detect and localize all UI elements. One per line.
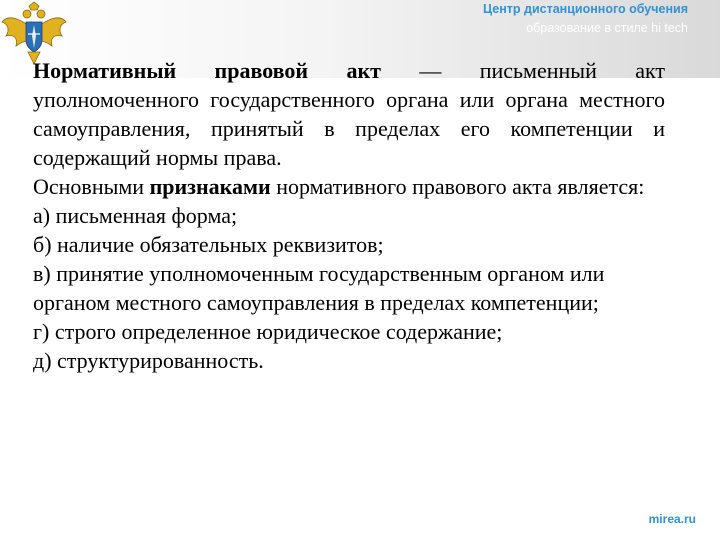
feature-item-a: а) письменная форма; [33,203,238,228]
definition-term: Нормативный правовой акт [33,58,381,83]
feature-item-d: д) структурированность. [33,348,264,373]
features-intro-after: нормативного правового акта является: [270,174,645,199]
feature-item-g: г) строго определенное юридическое содержание; [33,319,503,344]
brand-subtitle: образование в стиле hi tech [526,21,688,35]
definition-paragraph [33,56,665,172]
features-intro [33,172,665,201]
feature-item-b: б) наличие обязательных реквизитов; [33,232,384,257]
features-intro-before: Основными [33,174,150,199]
footer-site-link[interactable]: mirea.ru [648,512,696,526]
feature-item-v: в) принятие уполномоченным государственным органом или органом местного самоуправления в пределах компетенции; [33,261,605,315]
features-intro-bold: признаками [149,174,271,199]
definition-text: — письменный акт уполномоченного государственного органа или органа местного самоуправления, принятый в пределах его компетенции и содержащий нормы права. [33,58,666,170]
brand-title: Центр дистанционного обучения [483,2,688,16]
slide-content [33,56,665,375]
